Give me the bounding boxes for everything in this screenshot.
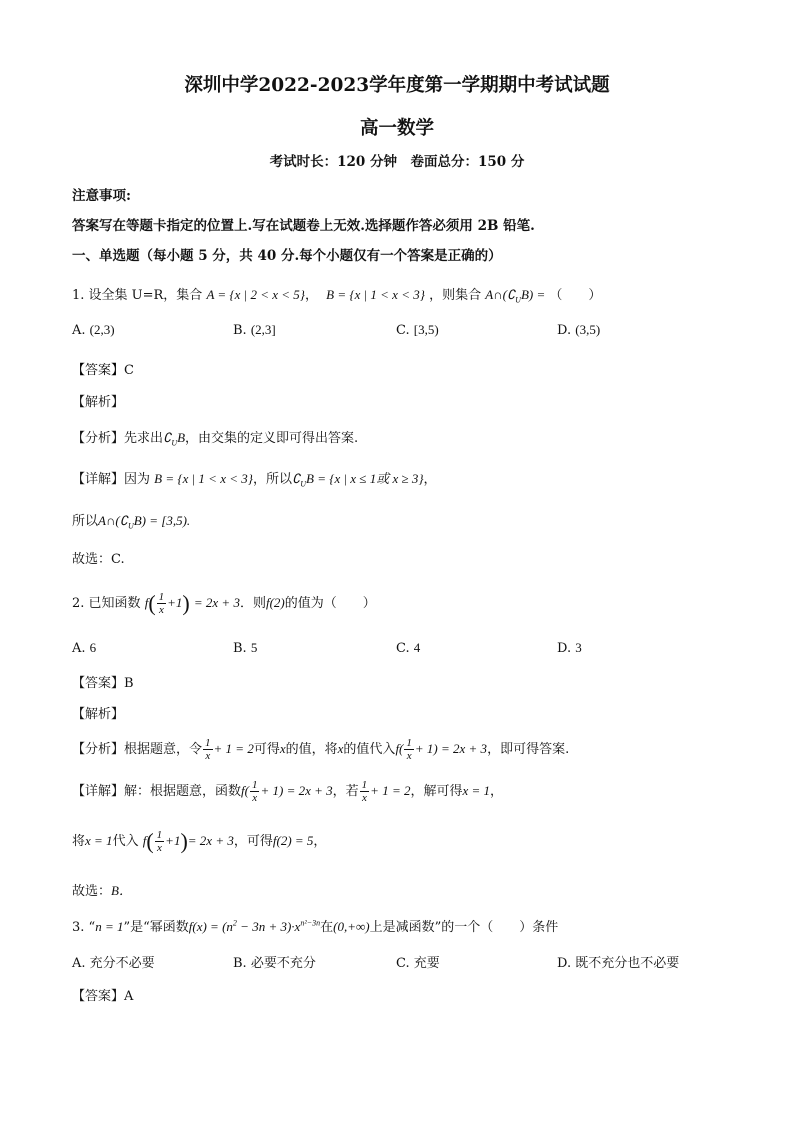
question-1-option-c: C. [3,5) xyxy=(396,322,439,338)
question-3-option-d: D. 既不充分也不必要 xyxy=(557,956,680,971)
question-2-option-b: B. 5 xyxy=(233,640,258,656)
question-1-answer: 【答案】C xyxy=(72,363,134,378)
question-2-analysis-label: 【解析】 xyxy=(72,707,125,722)
question-2-detail-line2: 将x = 1代入 f( $\frac{1}{x}$ +1)= 2x + 3，可得f(2) = 5， xyxy=(72,828,327,854)
page-subtitle: 高一数学 xyxy=(359,118,434,139)
question-1-conclusion: 故选：C. xyxy=(72,552,125,567)
notes-heading: 注意事项: xyxy=(72,188,131,204)
question-3-stem: 3. “n = 1”是“幂函数$f(x) = (n^2 - 3n + 3)\cdot x^{n^2-3n}$在(0,+∞)上是减函数”的一个（ ）条件 xyxy=(72,918,559,935)
question-2-stem: 2. 已知函数 f( $\frac{1}{x}$ +1) = 2x + 3．则f(2)的值为（ ） xyxy=(72,590,376,616)
question-1-detail: 【详解】因为 B = {x | 1 < x < 3}，所以$∁_UB = \{x$ | x ≤ 1或 x ≥ 3}， xyxy=(72,471,437,489)
question-2-fenxi: 【分析】根据题意，令 $\frac{1}{x}$ + 1 = 2可得x的值，将x的值代入f( $\frac{1}{x}$ + 1) = 2x + 3，即可得答案. xyxy=(72,737,570,762)
notes-text: 答案写在等题卡指定的位置上.写在试题卷上无效.选择题作答必须用 2B 铅笔. xyxy=(72,218,535,234)
exam-info: 考试时长：120 分钟 卷面总分：150 分 xyxy=(269,154,525,170)
page-title: 深圳中学2022-2023学年度第一学期期中考试试题 xyxy=(184,75,610,96)
question-2-option-d: D. 3 xyxy=(557,640,582,656)
question-2-conclusion: 故选：B． xyxy=(72,883,132,899)
question-1-analysis-label: 【解析】 xyxy=(72,395,125,410)
question-1-option-d: D. (3,5) xyxy=(557,322,601,338)
question-1-stem: 1. 设全集 U=R，集合 A = {x | 2 < x < 5}， B = {x | 1 < x < 3} ，则集合 $A\cap(∁_UB)$ = （ ） xyxy=(72,287,602,305)
question-1-fenxi: 【分析】先求出$∁_UB$，由交集的定义即可得出答案. xyxy=(72,430,359,448)
question-1-option-a: A. (2,3) xyxy=(72,322,115,338)
question-2-detail: 【详解】解：根据题意，函数f( $\frac{1}{x}$ + 1) = 2x + 3，若 $\frac{1}{x}$ + 1 = 2，解可得x = 1， xyxy=(72,779,504,804)
question-1-detail-line2: 所以$A\cap(∁_UB) = [3,5)$. xyxy=(72,513,191,531)
section-heading: 一、单选题（每小题 5 分，共 40 分.每个小题仅有一个答案是正确的） xyxy=(72,248,502,264)
question-3-option-c: C. 充要 xyxy=(396,956,440,971)
question-2-option-a: A. 6 xyxy=(72,640,97,656)
question-1-option-b: B. (2,3] xyxy=(233,322,276,338)
question-2-answer: 【答案】B xyxy=(72,676,134,691)
question-3-answer: 【答案】A xyxy=(72,989,134,1004)
question-3-option-b: B. 必要不充分 xyxy=(233,956,316,971)
question-2-option-c: C. 4 xyxy=(396,640,421,656)
question-3-option-a: A. 充分不必要 xyxy=(72,956,155,971)
